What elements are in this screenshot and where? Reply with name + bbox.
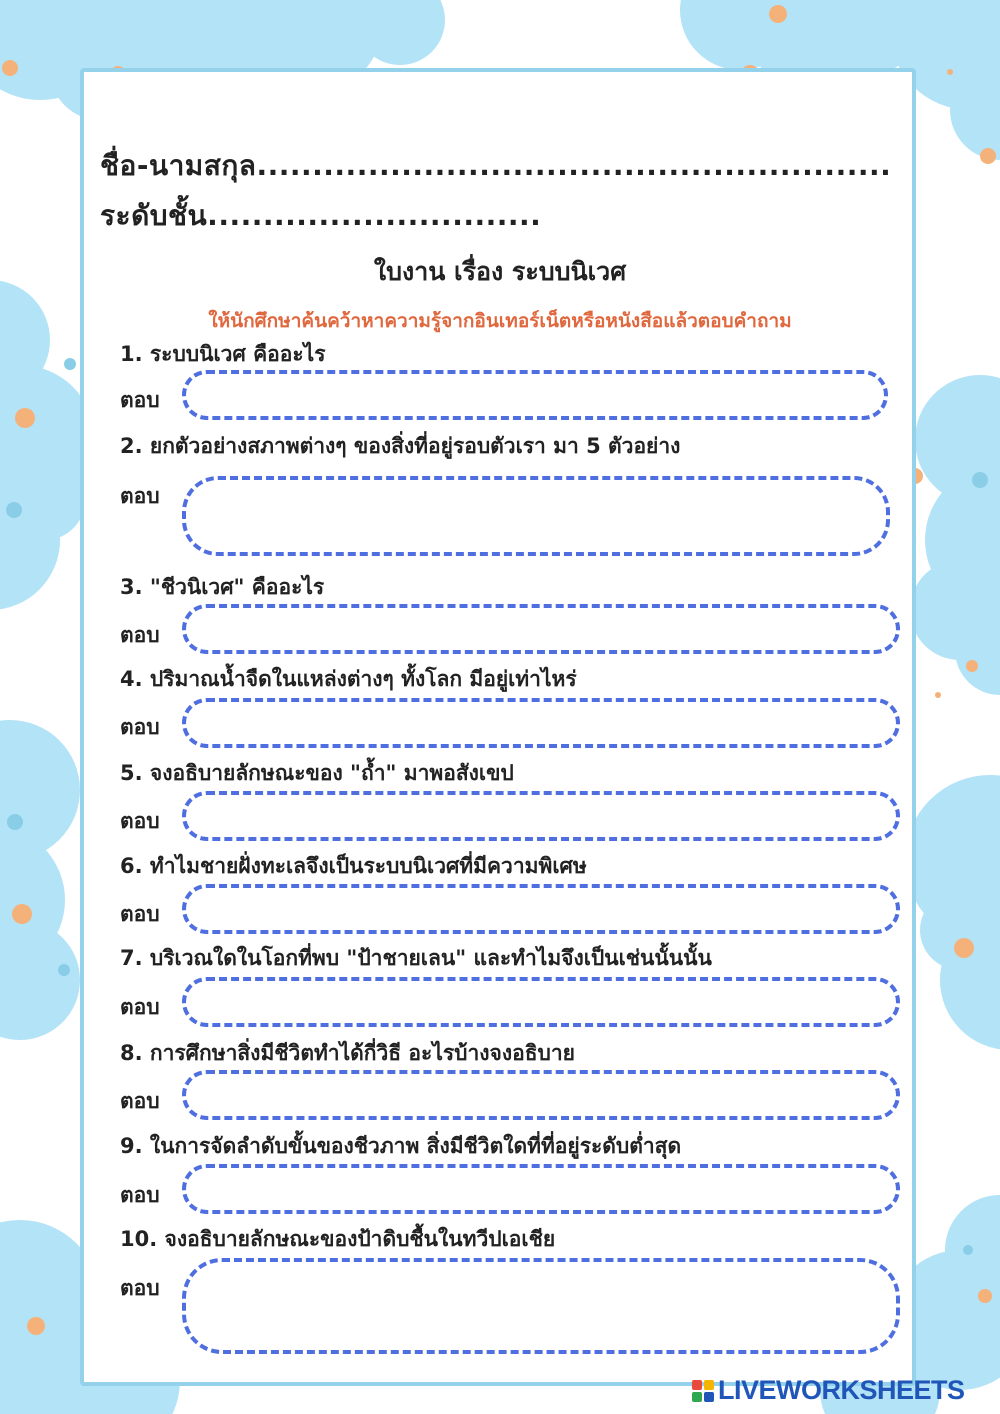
- answer-box-1[interactable]: [182, 370, 888, 420]
- question-7: 7. บริเวณใดในโอกที่พบ "ป้าชายเลน" และทำไมจึงเป็นเช่นนั้นนั้น: [120, 946, 712, 970]
- question-5: 5. จงอธิบายลักษณะของ "ถ้ำ" มาพอสังเขป: [120, 761, 514, 785]
- question-10: 10. จงอธิบายลักษณะของป้าดิบชื้นในทวีปเอเชีย: [120, 1227, 556, 1251]
- question-4: 4. ปริมาณน้ำจืดในแหล่งต่างๆ ทั้งโลก มีอยู่เท่าไหร่: [120, 667, 577, 691]
- answer-label-10: ตอบ: [120, 1276, 160, 1300]
- answer-box-5[interactable]: [182, 791, 900, 841]
- answer-label-1: ตอบ: [120, 388, 160, 412]
- question-3: 3. "ชีวนิเวศ" คืออะไร: [120, 575, 325, 599]
- answer-label-5: ตอบ: [120, 809, 160, 833]
- answer-box-2[interactable]: [182, 476, 890, 556]
- answer-box-9[interactable]: [182, 1164, 900, 1214]
- answer-label-9: ตอบ: [120, 1183, 160, 1207]
- answer-label-4: ตอบ: [120, 715, 160, 739]
- answer-label-7: ตอบ: [120, 995, 160, 1019]
- answer-box-7[interactable]: [182, 977, 900, 1027]
- answer-box-8[interactable]: [182, 1070, 900, 1120]
- class-field-label: ระดับชั้น..............................: [100, 199, 542, 232]
- question-9: 9. ในการจัดลำดับขั้นของชีวภาพ สิ่งมีชีวิตใดที่ที่อยู่ระดับต่ำสุด: [120, 1134, 682, 1158]
- question-2: 2. ยกตัวอย่างสภาพต่างๆ ของสิ่งที่อยู่รอบตัวเรา มา 5 ตัวอย่าง: [120, 434, 681, 458]
- liveworksheets-logo[interactable]: [692, 1375, 965, 1406]
- name-field-label: ชื่อ-นามสกุล.........................................................: [100, 149, 892, 182]
- answer-label-8: ตอบ: [120, 1089, 160, 1113]
- question-8: 8. การศึกษาสิ่งมีชีวิตทำได้กี่วิธี อะไรบ้างจงอธิบาย: [120, 1041, 575, 1065]
- answer-label-2: ตอบ: [120, 484, 160, 508]
- answer-label-6: ตอบ: [120, 902, 160, 926]
- answer-box-10[interactable]: [182, 1258, 900, 1354]
- question-1: 1. ระบบนิเวศ คืออะไร: [120, 342, 326, 366]
- answer-box-3[interactable]: [182, 604, 900, 654]
- logo-brand-text: LIVEWORKSHEETS: [718, 1375, 965, 1405]
- cloud-left-lower: [0, 720, 80, 1040]
- cloud-right-upper: [910, 375, 1000, 695]
- answer-box-6[interactable]: [182, 884, 900, 934]
- worksheet-title: ใบงาน เรื่อง ระบบนิเวศ: [373, 257, 627, 286]
- cloud-right-lower: [905, 775, 1000, 1050]
- instruction-text: ให้นักศึกษาค้นคว้าหาความรู้จากอินเทอร์เน็ตหรือหนังสือแล้วตอบคำถาม: [208, 310, 792, 332]
- answer-box-4[interactable]: [182, 698, 900, 748]
- liveworksheets-logo-icon: [692, 1380, 714, 1402]
- question-6: 6. ทำไมชายฝั่งทะเลจึงเป็นระบบนิเวศที่มีความพิเศษ: [120, 854, 587, 878]
- answer-label-3: ตอบ: [120, 623, 160, 647]
